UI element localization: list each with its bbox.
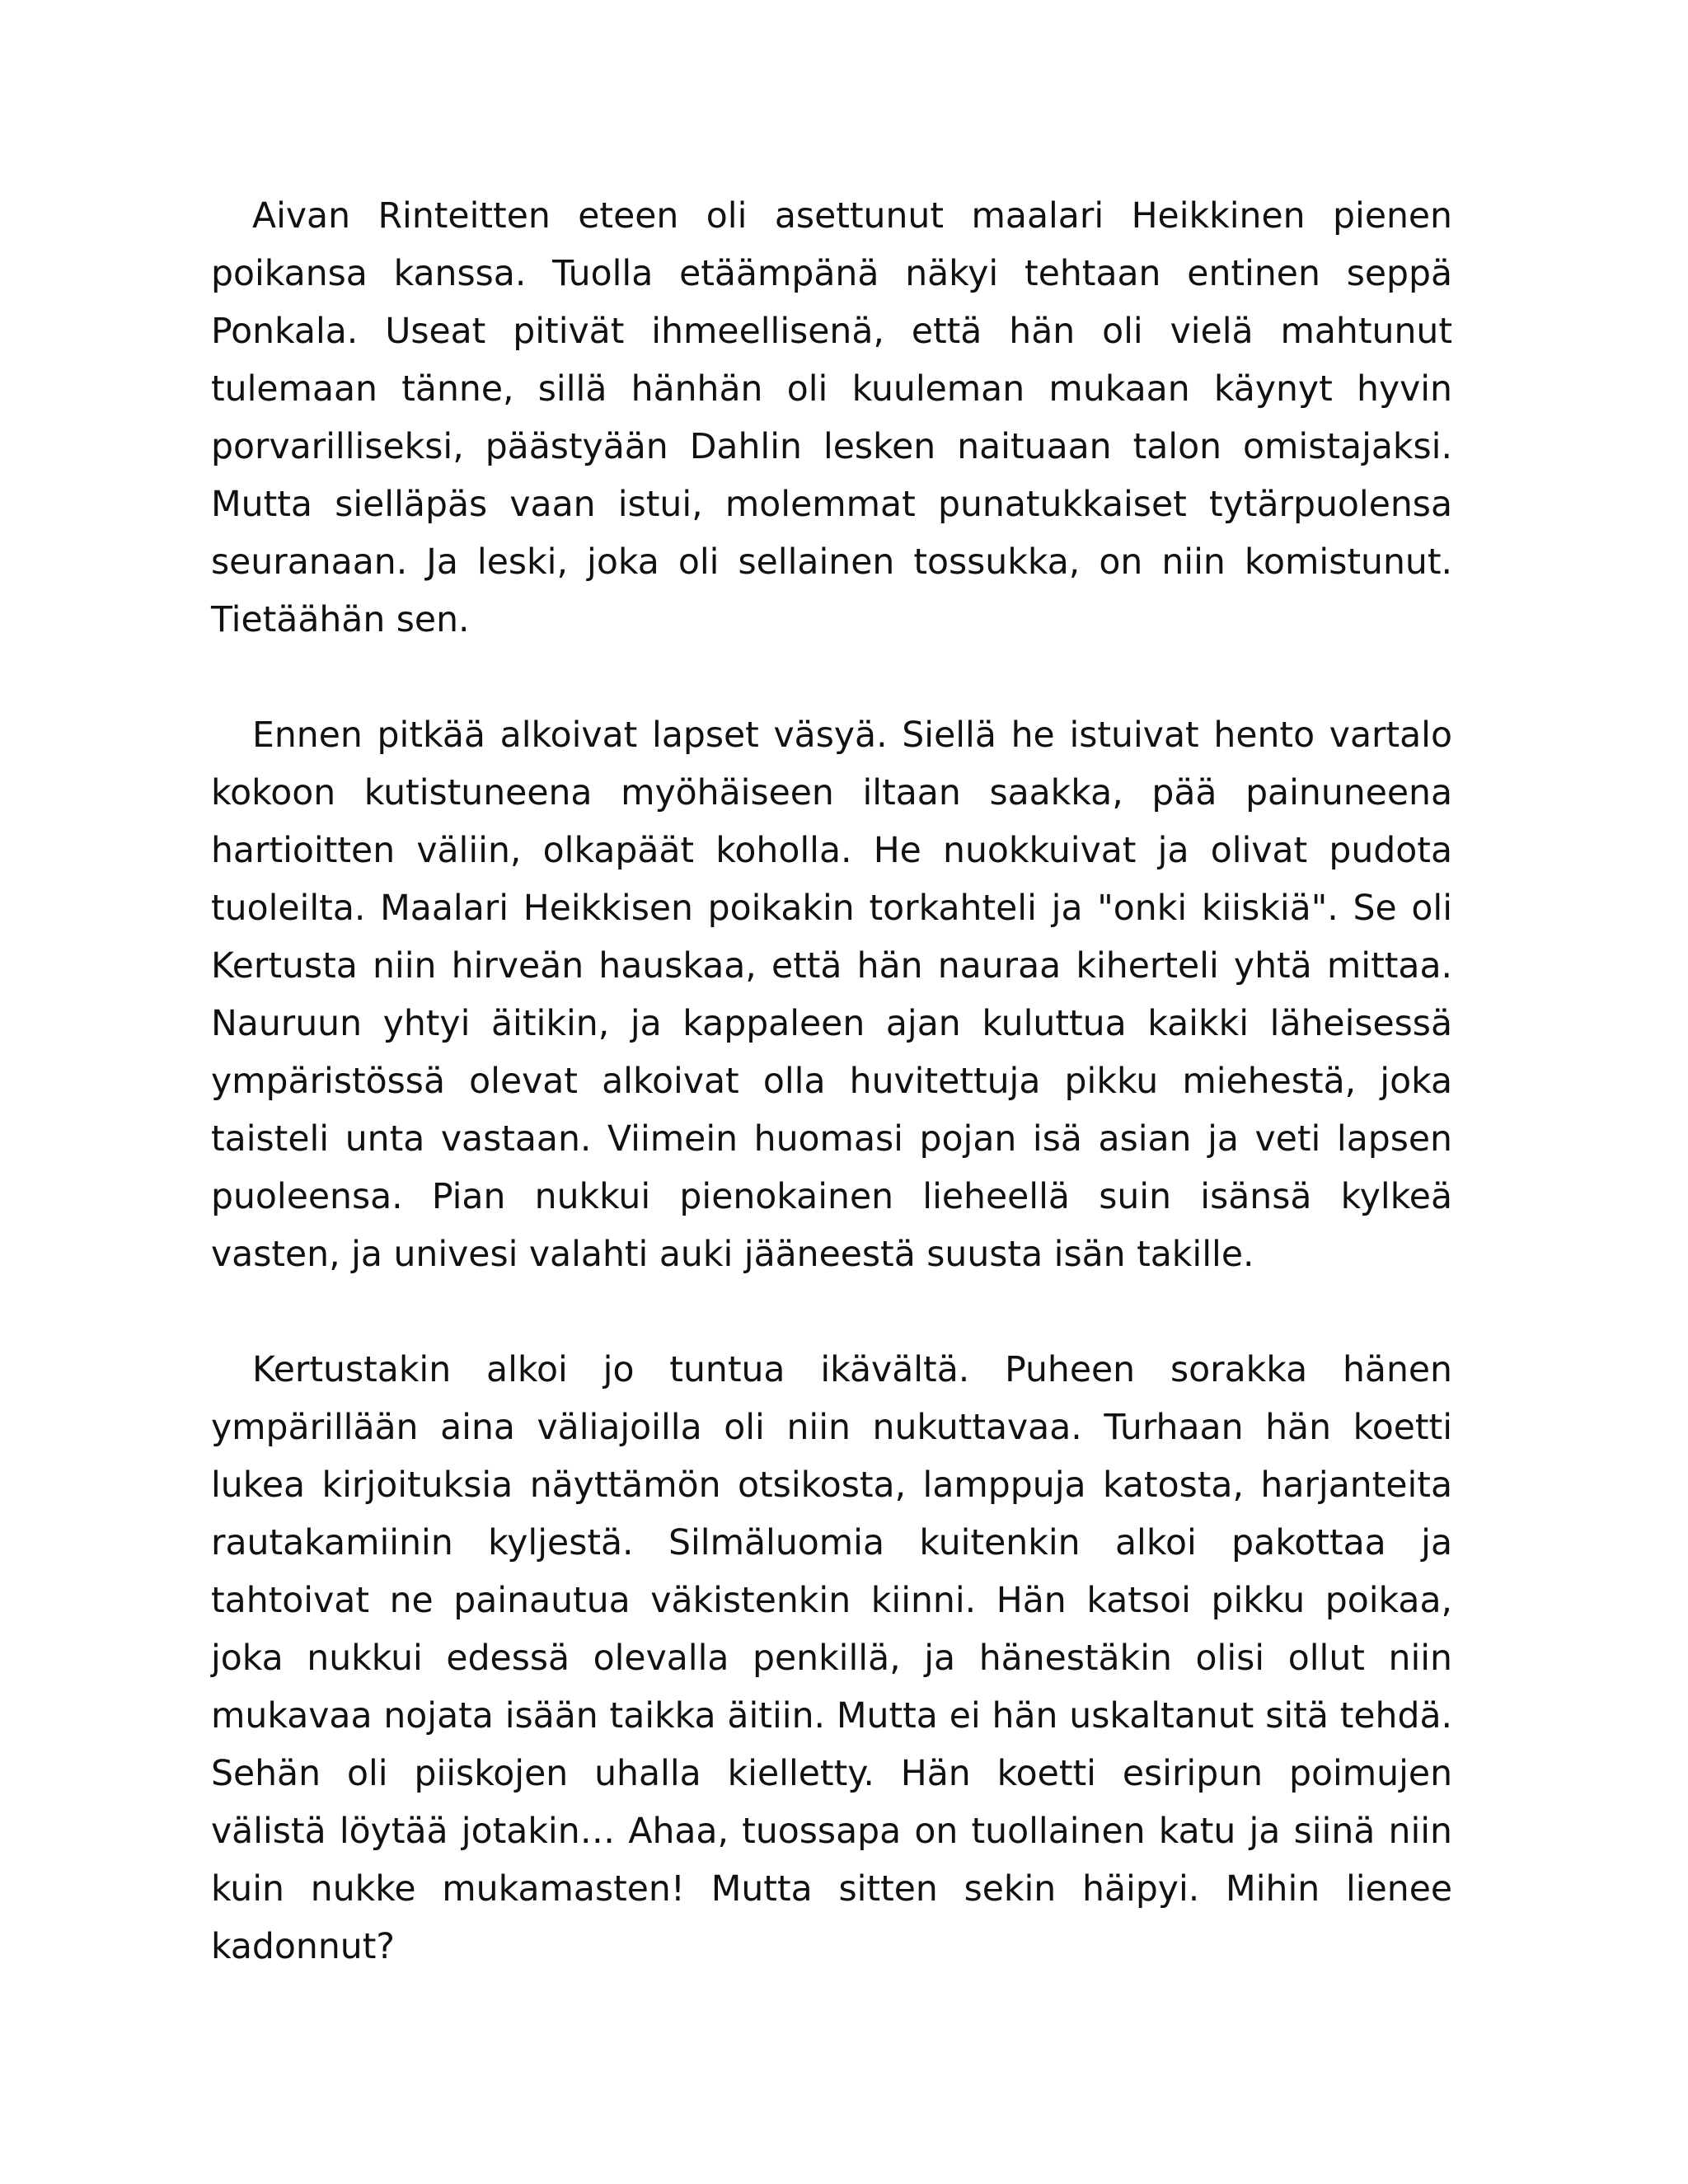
paragraph-1: Aivan Rinteitten eteen oli asettunut maalari Heikkinen pienen poikansa kanssa. Tuolla etäämpänä näkyi tehtaan entinen seppä Ponkala. Useat pitivät ihmeellisenä, että hän oli vielä mahtunut tulemaan tänne, sillä hänhän oli kuuleman mukaan käynyt hyvin porvarilliseksi, päästyään Dahlin lesken naituaan talon omistajaksi. Mutta sielläpäs vaan istui, molemmat punatukkaiset tytärpuolensa seuranaan. Ja leski, joka oli sellainen tossukka, on niin komistunut. Tietäähän sen.	[211, 196, 1452, 640]
document-page	[211, 188, 1452, 2034]
paragraph-2: Ennen pitkää alkoivat lapset väsyä. Siellä he istuivat hento vartalo kokoon kutistuneena myöhäiseen iltaan saakka, pää painuneena hartioitten väliin, olkapäät koholla. He nuokkuivat ja olivat pudota tuoleilta. Maalari Heikkisen poikakin torkahteli ja "onki kiiskiä". Se oli Kertusta niin hirveän hauskaa, että hän nauraa kiherteli yhtä mittaa. Nauruun yhtyi äitikin, ja kappaleen ajan kuluttua kaikki läheisessä ympäristössä olevat alkoivat olla huvitettuja pikku miehestä, joka taisteli unta vastaan. Viimein huomasi pojan isä asian ja veti lapsen puoleensa. Pian nukkui pienokainen lieheellä suin isänsä kylkeä vasten, ja univesi valahti auki jääneestä suusta isän takille.	[211, 715, 1452, 1275]
paragraph-3: Kertustakin alkoi jo tuntua ikävältä. Puheen sorakka hänen ympärillään aina väliajoilla oli niin nukuttavaa. Turhaan hän koetti lukea kirjoituksia näyttämön otsikosta, lamppuja katosta, harjanteita rautakamiinin kyljestä. Silmäluomia kuitenkin alkoi pakottaa ja tahtoivat ne painautua väkistenkin kiinni. Hän katsoi pikku poikaa, joka nukkui edessä olevalla penkillä, ja hänestäkin olisi ollut niin mukavaa nojata isään taikka äitiin. Mutta ei hän uskaltanut sitä tehdä. Sehän oli piiskojen uhalla kielletty. Hän koetti esiripun poimujen välistä löytää jotakin… Ahaa, tuossapa on tuollainen katu ja siinä niin kuin nukke mukamasten! Mutta sitten sekin häipyi. Mihin lienee kadonnut?	[211, 1350, 1452, 1967]
